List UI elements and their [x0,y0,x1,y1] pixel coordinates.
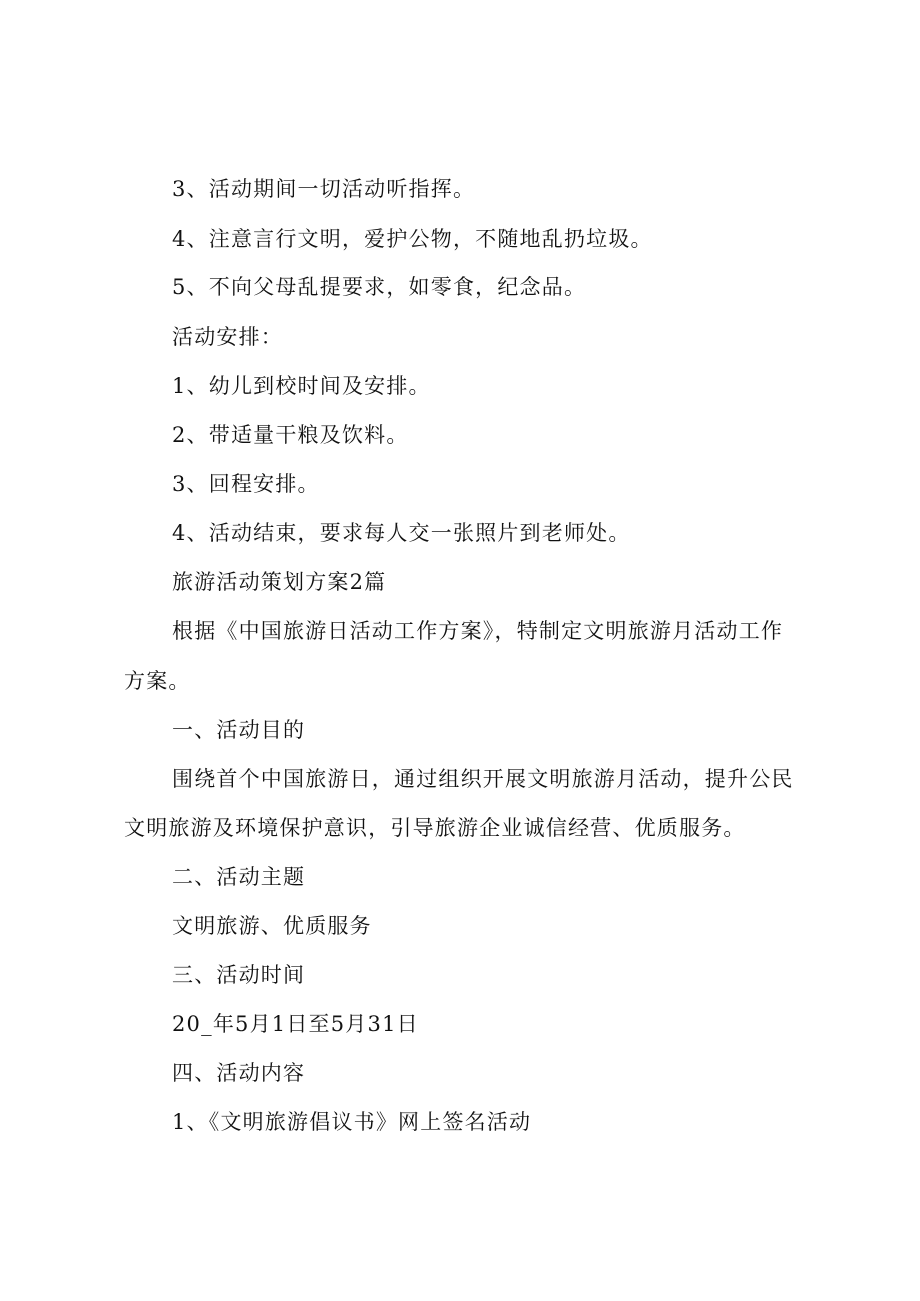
paragraph-rule-5: 5、不向父母乱提要求，如零食，纪念品。 [172,275,587,299]
document-subtitle: 旅游活动策划方案2篇 [172,570,387,594]
section-heading-time: 三、活动时间 [172,963,306,987]
theme-text: 文明旅游、优质服务 [172,914,372,938]
section-heading-purpose: 一、活动目的 [172,718,306,742]
arrangement-item-3: 3、回程安排。 [172,472,320,496]
purpose-paragraph-line-2: 文明旅游及环境保护意识，引导旅游企业诚信经营、优质服务。 [124,816,746,840]
time-text: 20_年5月1日至5月31日 [172,1012,419,1036]
arrangement-item-4: 4、活动结束，要求每人交一张照片到老师处。 [172,521,631,545]
intro-paragraph-line-2: 方案。 [124,669,191,693]
paragraph-rule-4: 4、注意言行文明，爱护公物，不随地乱扔垃圾。 [172,227,653,251]
content-item-1: 1、《文明旅游倡议书》网上签名活动 [172,1110,532,1134]
purpose-paragraph-line-1: 围绕首个中国旅游日，通过组织开展文明旅游月活动，提升公民 [172,767,794,791]
arrangement-item-2: 2、带适量干粮及饮料。 [172,423,409,447]
arrangement-item-1: 1、幼儿到校时间及安排。 [172,374,431,398]
section-heading-theme: 二、活动主题 [172,865,306,889]
intro-paragraph-line-1: 根据《中国旅游日活动工作方案》，特制定文明旅游月活动工作 [172,619,784,643]
paragraph-rule-3: 3、活动期间一切活动听指挥。 [172,177,476,201]
section-heading-activity-arrangement: 活动安排： [172,325,283,349]
section-heading-content: 四、活动内容 [172,1061,306,1085]
